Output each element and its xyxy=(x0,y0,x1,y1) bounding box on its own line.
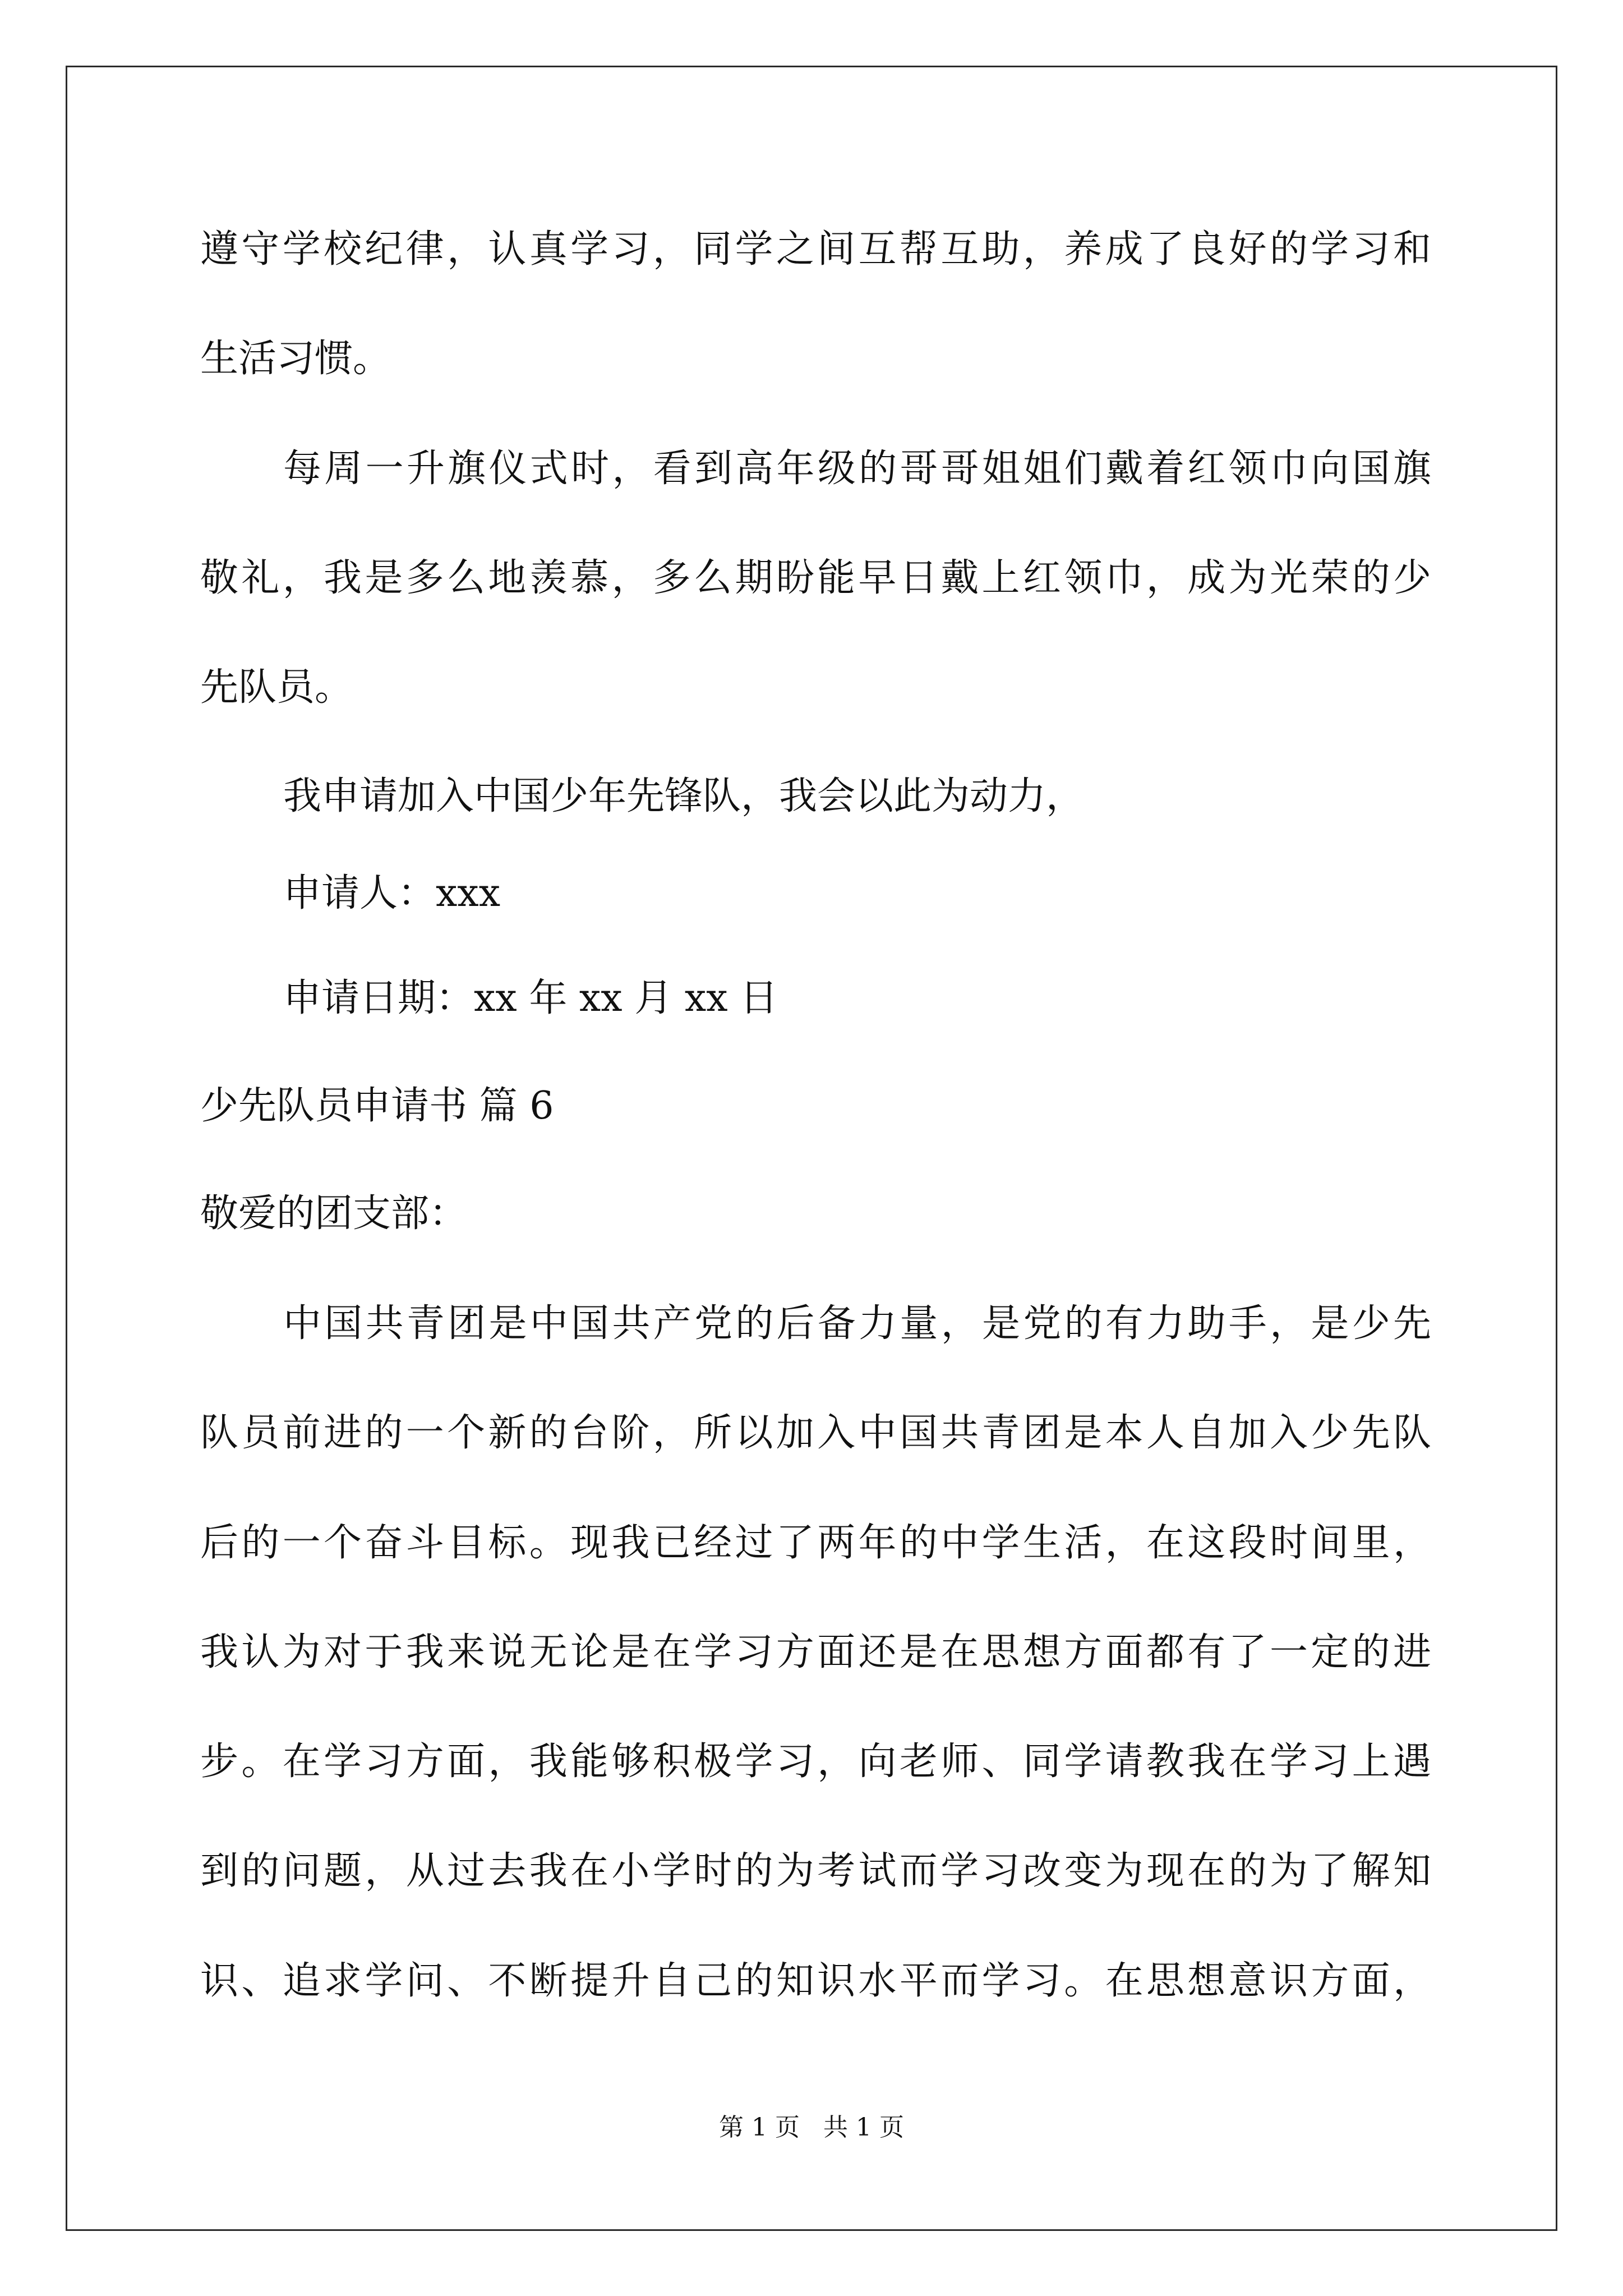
body-line: 敬礼，我是多么地羡慕，多么期盼能早日戴上红领巾，成为光荣的少 xyxy=(200,556,1431,600)
body-line: 到的问题，从过去我在小学时的为考试而学习改变为现在的为了解知 xyxy=(200,1849,1431,1893)
body-line: 中国共青团是中国共产党的后备力量，是党的有力助手，是少先 xyxy=(283,1301,1431,1346)
body-line: 每周一升旗仪式时，看到高年级的哥哥姐姐们戴着红领巾向国旗 xyxy=(283,447,1431,491)
body-line: 识、追求学问、不断提升自己的知识水平而学习。在思想意识方面， xyxy=(200,1959,1431,2003)
body-line: 后的一个奋斗目标。现我已经过了两年的中学生活，在这段时间里， xyxy=(200,1521,1431,1565)
date-line: 申请日期：xx 年 xx 月 xx 日 xyxy=(283,976,778,1020)
body-line: 生活习惯。 xyxy=(200,337,391,381)
body-line: 先队员。 xyxy=(200,665,353,710)
body-line: 步。在学习方面，我能够积极学习，向老师、同学请教我在学习上遇 xyxy=(200,1740,1431,1784)
page-frame xyxy=(66,66,1557,2231)
body-line: 遵守学校纪律，认真学习，同学之间互帮互助，养成了良好的学习和 xyxy=(200,227,1431,272)
body-line: 我认为对于我来说无论是在学习方面还是在思想方面都有了一定的进 xyxy=(200,1630,1431,1674)
section-heading: 少先队员申请书 篇 6 xyxy=(200,1084,554,1128)
salutation: 敬爱的团支部： xyxy=(200,1191,468,1236)
signature-line: 申请人：xxx xyxy=(283,871,501,915)
body-line: 我申请加入中国少年先锋队，我会以此为动力， xyxy=(283,774,1085,818)
page-footer: 第 1 页 共 1 页 xyxy=(719,2113,904,2142)
body-line: 队员前进的一个新的台阶，所以加入中国共青团是本人自加入少先队 xyxy=(200,1411,1431,1455)
